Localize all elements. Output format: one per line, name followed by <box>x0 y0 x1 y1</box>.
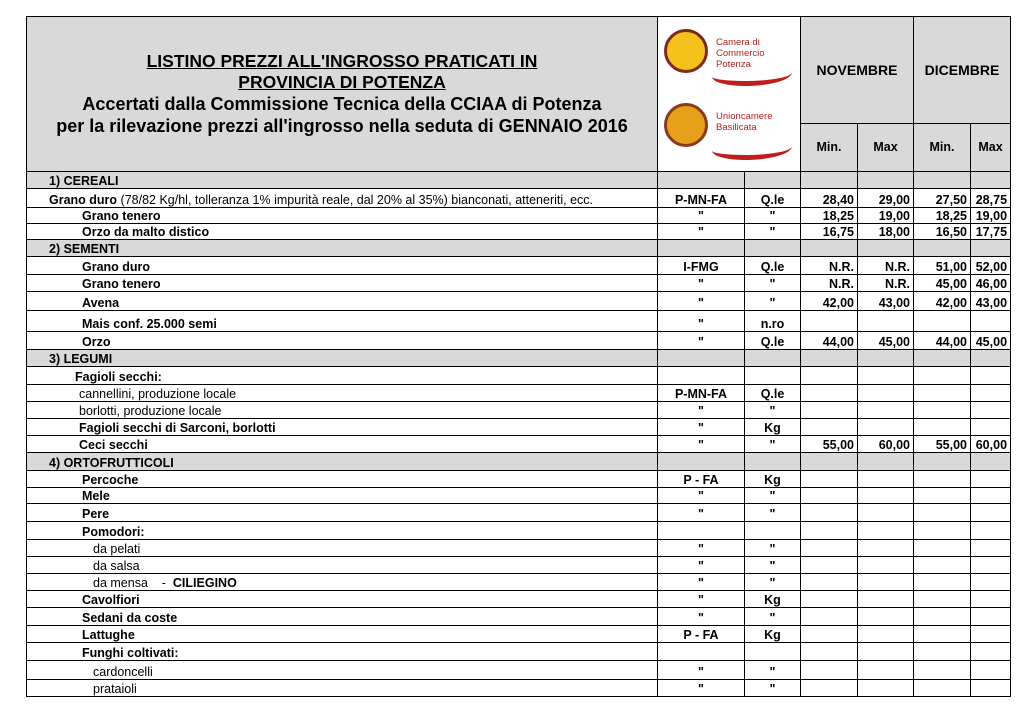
product-name: Fagioli secchi: <box>75 370 162 384</box>
price-max-dic <box>971 471 1011 488</box>
product-name: Grano tenero <box>82 209 161 223</box>
market-code-cell: " <box>658 275 745 292</box>
sub-min-dic: Min. <box>914 123 971 171</box>
price-max-nov <box>858 643 914 661</box>
market-code-cell: P-MN-FA <box>658 385 745 402</box>
section-label: 1) CEREALI <box>27 172 658 189</box>
price-max-dic <box>971 626 1011 643</box>
market-code-cell: " <box>658 540 745 557</box>
title-line-4: per la rilevazione prezzi all'ingrosso nella seduta di GENNAIO 2016 <box>56 116 628 136</box>
product-name-cell <box>27 224 658 240</box>
product-variety: CILIEGINO <box>172 576 237 590</box>
price-min-nov: 16,75 <box>801 224 858 240</box>
section-empty-cell <box>858 453 914 471</box>
table-row <box>27 224 1011 240</box>
price-min-nov <box>801 471 858 488</box>
price-min-dic <box>914 402 971 419</box>
unioncamere-logo <box>660 95 797 165</box>
market-code-cell: " <box>658 608 745 626</box>
unit-cell <box>745 643 801 661</box>
product-note: (78/82 Kg/hl, tolleranza 1% impurità reale, dal 20% al 35%) bianconati, atteneriti, ecc. <box>117 193 594 207</box>
price-min-dic <box>914 504 971 522</box>
price-max-nov <box>858 504 914 522</box>
product-name: Pomodori: <box>82 525 145 539</box>
section-empty-cell <box>971 240 1011 257</box>
title-line-1: LISTINO PREZZI ALL'INGROSSO PRATICATI IN <box>146 51 538 71</box>
table-row <box>27 680 1011 697</box>
product-name: Percoche <box>82 473 139 487</box>
market-code-cell: " <box>658 224 745 240</box>
market-code-cell: " <box>658 292 745 311</box>
price-max-nov: 18,00 <box>858 224 914 240</box>
price-min-nov <box>801 661 858 680</box>
product-name: Fagioli secchi di Sarconi, borlotti <box>79 421 276 435</box>
table-row <box>27 402 1011 419</box>
product-name-cell <box>27 332 658 350</box>
price-min-dic <box>914 471 971 488</box>
unit-cell <box>745 367 801 385</box>
price-min-dic <box>914 591 971 608</box>
logos-cell <box>658 17 801 172</box>
table-row <box>27 419 1011 436</box>
title-line-2: PROVINCIA DI POTENZA <box>238 72 446 92</box>
price-list-sheet <box>26 16 1010 697</box>
price-min-dic: 42,00 <box>914 292 971 311</box>
product-name-cell <box>27 385 658 402</box>
section-row <box>27 350 1011 367</box>
section-empty-cell <box>745 453 801 471</box>
product-name-cell <box>27 504 658 522</box>
product-name: Cavolfiori <box>82 593 140 607</box>
price-max-nov <box>858 680 914 697</box>
price-max-dic: 17,75 <box>971 224 1011 240</box>
section-empty-cell <box>914 240 971 257</box>
product-name: Avena <box>82 296 120 310</box>
unit-cell: " <box>745 402 801 419</box>
product-name: Orzo da malto distico <box>82 225 210 239</box>
price-max-dic <box>971 608 1011 626</box>
product-name: da mensa <box>93 576 148 590</box>
price-max-dic <box>971 591 1011 608</box>
price-max-nov <box>858 661 914 680</box>
product-name-cell <box>27 275 658 292</box>
table-row <box>27 626 1011 643</box>
product-name-cell <box>27 367 658 385</box>
table-row <box>27 643 1011 661</box>
market-code-cell: " <box>658 488 745 504</box>
price-min-dic <box>914 661 971 680</box>
logo-2-text: Unioncamere Basilicata <box>716 111 773 133</box>
unit-cell: " <box>745 488 801 504</box>
price-max-dic: 45,00 <box>971 332 1011 350</box>
section-empty-cell <box>745 350 801 367</box>
table-row <box>27 436 1011 453</box>
section-row <box>27 172 1011 189</box>
table-row <box>27 540 1011 557</box>
market-code-cell <box>658 522 745 540</box>
unit-cell: Kg <box>745 471 801 488</box>
price-min-dic <box>914 419 971 436</box>
month-dicembre: DICEMBRE <box>914 17 1011 124</box>
unit-cell: Kg <box>745 591 801 608</box>
product-name-cell <box>27 608 658 626</box>
market-code-cell: " <box>658 419 745 436</box>
table-row <box>27 385 1011 402</box>
price-max-nov <box>858 488 914 504</box>
product-name-cell <box>27 488 658 504</box>
table-row <box>27 591 1011 608</box>
price-min-dic <box>914 488 971 504</box>
section-empty-cell <box>658 453 745 471</box>
product-name: Sedani da coste <box>82 611 178 625</box>
price-max-dic: 19,00 <box>971 208 1011 224</box>
product-name: Lattughe <box>82 628 135 642</box>
price-max-nov <box>858 471 914 488</box>
unit-cell: " <box>745 436 801 453</box>
price-min-nov <box>801 488 858 504</box>
price-max-dic <box>971 540 1011 557</box>
price-max-nov: 60,00 <box>858 436 914 453</box>
price-min-nov <box>801 540 858 557</box>
section-empty-cell <box>801 350 858 367</box>
product-name: borlotti, produzione locale <box>79 404 222 418</box>
product-name-cell <box>27 257 658 275</box>
price-min-dic: 51,00 <box>914 257 971 275</box>
market-code-cell: " <box>658 208 745 224</box>
price-max-nov <box>858 367 914 385</box>
product-name-cell <box>27 189 658 208</box>
market-code-cell: P - FA <box>658 626 745 643</box>
price-min-nov: N.R. <box>801 275 858 292</box>
product-name: Funghi coltivati: <box>82 646 179 660</box>
product-name-cell <box>27 436 658 453</box>
table-row <box>27 522 1011 540</box>
month-novembre: NOVEMBRE <box>801 17 914 124</box>
product-name: Ceci secchi <box>79 438 148 452</box>
product-name-cell <box>27 643 658 661</box>
market-code-cell: " <box>658 680 745 697</box>
price-max-dic <box>971 557 1011 574</box>
unit-cell: Q.le <box>745 257 801 275</box>
section-empty-cell <box>914 350 971 367</box>
price-min-dic: 55,00 <box>914 436 971 453</box>
price-min-dic: 18,25 <box>914 208 971 224</box>
table-row <box>27 504 1011 522</box>
unit-cell: Kg <box>745 419 801 436</box>
market-code-cell: " <box>658 661 745 680</box>
price-max-dic: 46,00 <box>971 275 1011 292</box>
price-max-nov <box>858 574 914 591</box>
product-name-cell <box>27 557 658 574</box>
product-name-cell <box>27 522 658 540</box>
price-max-dic <box>971 574 1011 591</box>
market-code-cell: " <box>658 311 745 332</box>
price-max-dic: 28,75 <box>971 189 1011 208</box>
price-max-dic <box>971 419 1011 436</box>
price-min-nov <box>801 311 858 332</box>
table-row <box>27 275 1011 292</box>
product-name: cardoncelli <box>93 665 153 679</box>
price-min-nov <box>801 402 858 419</box>
price-min-dic <box>914 540 971 557</box>
table-row <box>27 208 1011 224</box>
price-min-dic: 16,50 <box>914 224 971 240</box>
product-name: da pelati <box>93 542 141 556</box>
price-max-nov <box>858 591 914 608</box>
price-max-dic <box>971 402 1011 419</box>
market-code-cell <box>658 367 745 385</box>
product-name-cell <box>27 471 658 488</box>
price-min-dic: 44,00 <box>914 332 971 350</box>
table-row <box>27 471 1011 488</box>
table-row <box>27 311 1011 332</box>
title-line-3: Accertati dalla Commissione Tecnica della CCIAA di Potenza <box>82 94 602 114</box>
price-max-dic <box>971 522 1011 540</box>
table-row <box>27 488 1011 504</box>
product-name-cell <box>27 292 658 311</box>
table-row <box>27 661 1011 680</box>
table-row <box>27 608 1011 626</box>
price-min-nov <box>801 419 858 436</box>
unit-cell: " <box>745 680 801 697</box>
price-min-nov <box>801 385 858 402</box>
sub-max-dic: Max <box>971 123 1011 171</box>
price-max-nov: 19,00 <box>858 208 914 224</box>
section-label: 4) ORTOFRUTTICOLI <box>27 453 658 471</box>
section-empty-cell <box>801 453 858 471</box>
unit-cell: Kg <box>745 626 801 643</box>
section-empty-cell <box>858 350 914 367</box>
market-code-cell: " <box>658 574 745 591</box>
section-empty-cell <box>745 240 801 257</box>
price-max-dic: 43,00 <box>971 292 1011 311</box>
unit-cell: Q.le <box>745 385 801 402</box>
price-table <box>26 16 1011 697</box>
product-name: Pere <box>82 507 110 521</box>
price-max-nov <box>858 540 914 557</box>
price-max-nov <box>858 522 914 540</box>
table-row <box>27 332 1011 350</box>
table-row <box>27 292 1011 311</box>
product-name-cell <box>27 680 658 697</box>
price-min-nov <box>801 591 858 608</box>
market-code-cell: I-FMG <box>658 257 745 275</box>
table-row <box>27 367 1011 385</box>
price-max-nov: 45,00 <box>858 332 914 350</box>
section-empty-cell <box>801 172 858 189</box>
section-empty-cell <box>745 172 801 189</box>
price-min-nov <box>801 504 858 522</box>
price-max-nov <box>858 626 914 643</box>
price-max-nov: 29,00 <box>858 189 914 208</box>
unioncamere-seal-icon <box>664 103 708 147</box>
unit-cell: " <box>745 208 801 224</box>
unit-cell: Q.le <box>745 189 801 208</box>
price-max-dic: 60,00 <box>971 436 1011 453</box>
sub-max-nov: Max <box>858 123 914 171</box>
price-max-nov: N.R. <box>858 257 914 275</box>
price-max-dic <box>971 643 1011 661</box>
price-min-dic <box>914 522 971 540</box>
market-code-cell: " <box>658 436 745 453</box>
product-name-cell <box>27 540 658 557</box>
section-row <box>27 453 1011 471</box>
price-max-nov <box>858 402 914 419</box>
price-min-dic: 45,00 <box>914 275 971 292</box>
price-min-nov: 44,00 <box>801 332 858 350</box>
market-code-cell: " <box>658 557 745 574</box>
price-min-dic <box>914 574 971 591</box>
price-min-nov: 18,25 <box>801 208 858 224</box>
section-empty-cell <box>658 172 745 189</box>
market-code-cell: " <box>658 591 745 608</box>
product-name: Grano duro <box>82 260 151 274</box>
market-code-cell: " <box>658 504 745 522</box>
product-name: prataioli <box>93 682 137 696</box>
product-name-cell <box>27 626 658 643</box>
price-min-dic <box>914 608 971 626</box>
price-min-dic: 27,50 <box>914 189 971 208</box>
logo-1-text: Camera di Commercio Potenza <box>716 37 765 70</box>
product-name: Mais conf. 25.000 semi <box>82 317 217 331</box>
section-empty-cell <box>658 240 745 257</box>
price-min-nov: 42,00 <box>801 292 858 311</box>
market-code-cell: P-MN-FA <box>658 189 745 208</box>
unit-cell: " <box>745 540 801 557</box>
price-min-dic <box>914 557 971 574</box>
price-min-nov <box>801 522 858 540</box>
price-max-dic <box>971 488 1011 504</box>
market-code-cell <box>658 643 745 661</box>
table-row <box>27 574 1011 591</box>
red-swoosh-icon <box>712 137 792 160</box>
price-max-nov <box>858 311 914 332</box>
price-max-dic <box>971 367 1011 385</box>
price-max-nov <box>858 557 914 574</box>
section-empty-cell <box>971 172 1011 189</box>
section-label: 2) SEMENTI <box>27 240 658 257</box>
unit-cell <box>745 522 801 540</box>
price-min-nov <box>801 574 858 591</box>
unit-cell: " <box>745 292 801 311</box>
camera-commercio-logo <box>660 21 797 91</box>
product-name-cell <box>27 311 658 332</box>
product-name-cell <box>27 591 658 608</box>
red-swoosh-icon <box>712 63 792 86</box>
section-label: 3) LEGUMI <box>27 350 658 367</box>
unit-cell: n.ro <box>745 311 801 332</box>
price-min-nov <box>801 626 858 643</box>
price-min-nov: 28,40 <box>801 189 858 208</box>
price-min-nov <box>801 557 858 574</box>
separator: - <box>147 576 173 590</box>
section-empty-cell <box>914 453 971 471</box>
market-code-cell: P - FA <box>658 471 745 488</box>
price-max-dic <box>971 504 1011 522</box>
unit-cell: " <box>745 224 801 240</box>
price-max-dic <box>971 311 1011 332</box>
product-name: Grano tenero <box>82 277 161 291</box>
price-min-nov <box>801 367 858 385</box>
product-name: da salsa <box>93 559 140 573</box>
price-min-nov <box>801 608 858 626</box>
price-min-dic <box>914 367 971 385</box>
unit-cell: Q.le <box>745 332 801 350</box>
section-empty-cell <box>971 350 1011 367</box>
table-row <box>27 257 1011 275</box>
price-min-dic <box>914 680 971 697</box>
market-code-cell: " <box>658 402 745 419</box>
price-max-nov: N.R. <box>858 275 914 292</box>
product-name: cannellini, produzione locale <box>79 387 237 401</box>
price-min-nov: N.R. <box>801 257 858 275</box>
price-max-nov <box>858 385 914 402</box>
header-title-block <box>27 17 658 172</box>
price-max-dic <box>971 661 1011 680</box>
unit-cell: " <box>745 608 801 626</box>
price-min-dic <box>914 311 971 332</box>
unit-cell: " <box>745 275 801 292</box>
table-row <box>27 189 1011 208</box>
unit-cell: " <box>745 661 801 680</box>
product-name-cell <box>27 574 658 591</box>
product-name: Orzo <box>82 335 111 349</box>
product-name-cell <box>27 661 658 680</box>
price-min-nov <box>801 643 858 661</box>
price-min-nov <box>801 680 858 697</box>
camera-commercio-seal-icon <box>664 29 708 73</box>
price-max-nov <box>858 419 914 436</box>
price-max-dic <box>971 680 1011 697</box>
section-empty-cell <box>801 240 858 257</box>
unit-cell: " <box>745 557 801 574</box>
price-max-dic: 52,00 <box>971 257 1011 275</box>
section-empty-cell <box>658 350 745 367</box>
product-name: Mele <box>82 489 110 503</box>
price-min-dic <box>914 385 971 402</box>
section-empty-cell <box>858 172 914 189</box>
product-name-cell <box>27 402 658 419</box>
sub-min-nov: Min. <box>801 123 858 171</box>
section-row <box>27 240 1011 257</box>
price-max-nov: 43,00 <box>858 292 914 311</box>
section-empty-cell <box>971 453 1011 471</box>
table-row <box>27 557 1011 574</box>
price-min-nov: 55,00 <box>801 436 858 453</box>
product-name-cell <box>27 419 658 436</box>
price-min-dic <box>914 626 971 643</box>
section-empty-cell <box>914 172 971 189</box>
price-min-dic <box>914 643 971 661</box>
section-empty-cell <box>858 240 914 257</box>
price-max-dic <box>971 385 1011 402</box>
price-max-nov <box>858 608 914 626</box>
unit-cell: " <box>745 504 801 522</box>
market-code-cell: " <box>658 332 745 350</box>
product-name: Grano duro <box>49 193 118 207</box>
product-name-cell <box>27 208 658 224</box>
unit-cell: " <box>745 574 801 591</box>
